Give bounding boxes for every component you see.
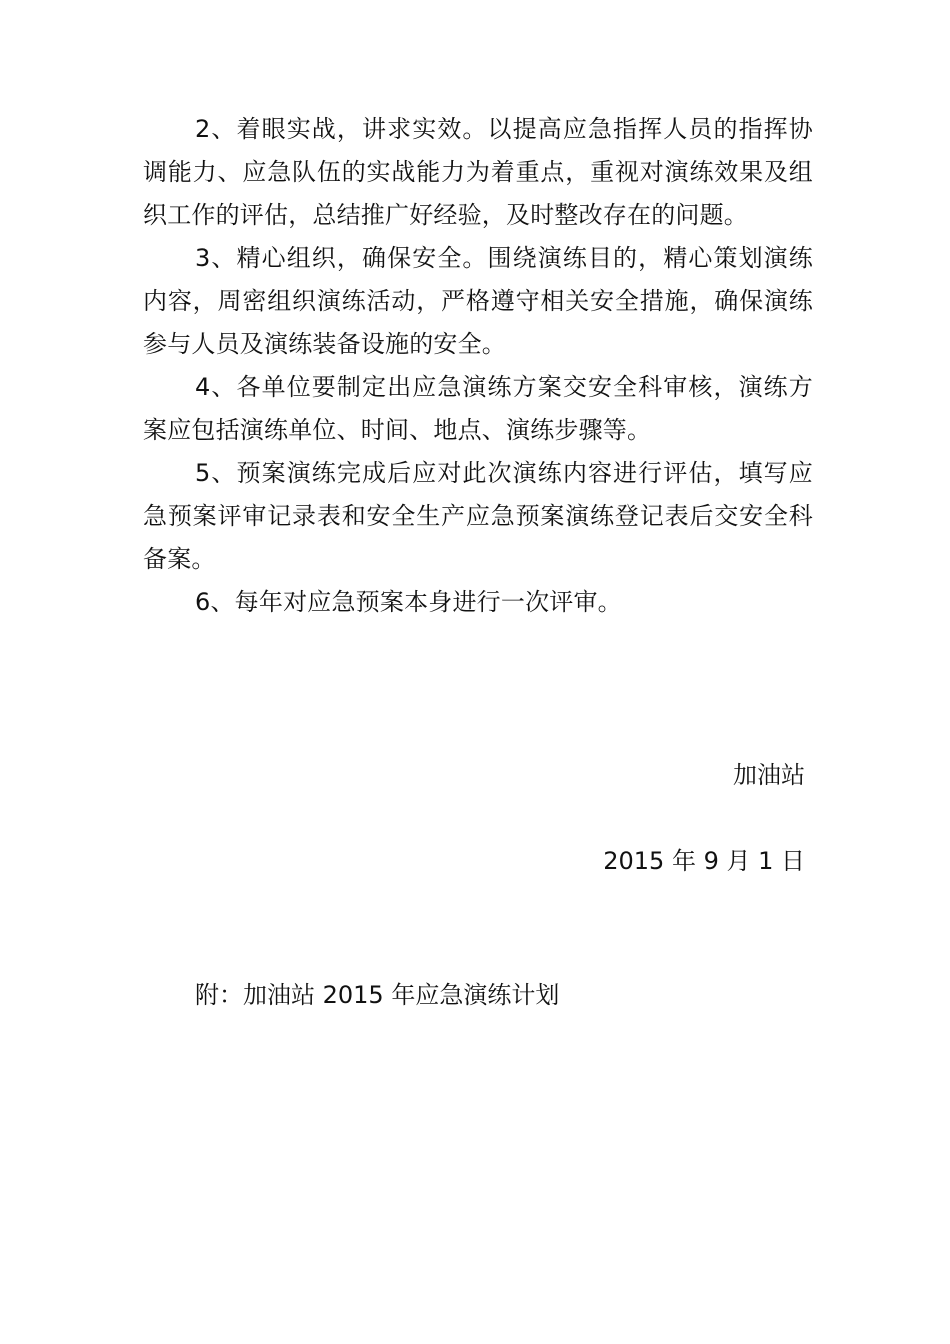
signature-organization: 加油站 (733, 761, 805, 789)
paragraph-item-5: 5、预案演练完成后应对此次演练内容进行评估，填写应急预案评审记录表和安全生产应急预案演练登记表后交安全科备案。 (143, 459, 813, 573)
paragraph-item-3: 3、精心组织，确保安全。围绕演练目的，精心策划演练内容，周密组织演练活动，严格遵守相关安全措施，确保演练参与人员及演练装备设施的安全。 (143, 244, 813, 358)
signature-date: 2015 年 9 月 1 日 (603, 847, 805, 875)
attachment-note: 附：加油站 2015 年应急演练计划 (195, 981, 560, 1009)
document-body (143, 108, 813, 624)
paragraph-item-4: 4、各单位要制定出应急演练方案交安全科审核，演练方案应包括演练单位、时间、地点、演练步骤等。 (143, 373, 813, 444)
paragraph-item-6: 6、每年对应急预案本身进行一次评审。 (195, 588, 622, 616)
paragraph-item-2: 2、着眼实战，讲求实效。以提高应急指挥人员的指挥协调能力、应急队伍的实战能力为着重点，重视对演练效果及组织工作的评估，总结推广好经验，及时整改存在的问题。 (143, 115, 813, 229)
